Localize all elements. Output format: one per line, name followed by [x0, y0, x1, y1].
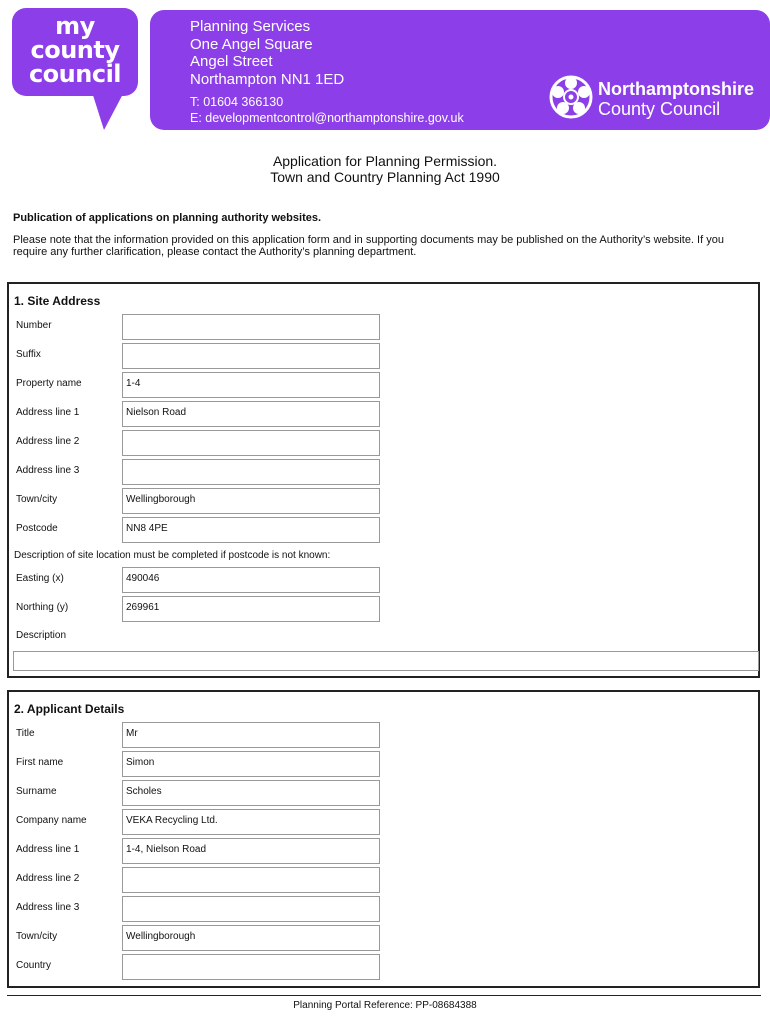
title-line-1: Application for Planning Permission.: [272, 153, 498, 169]
field-label: Address line 1: [16, 844, 80, 855]
form-row: [9, 343, 758, 369]
town-city-field[interactable]: Wellingborough: [122, 925, 380, 951]
form-row: [9, 517, 758, 543]
form-row: [9, 314, 758, 340]
surname-field[interactable]: Scholes: [122, 780, 380, 806]
office-address: [190, 18, 464, 126]
field-label: Country: [16, 960, 52, 971]
form-row: [9, 459, 758, 485]
northing-field[interactable]: 269961: [122, 596, 380, 622]
address-line-3-field[interactable]: [122, 459, 380, 485]
suffix-field[interactable]: [122, 343, 380, 369]
form-row: [9, 722, 758, 748]
field-label: Northing (y): [16, 602, 69, 613]
postcode-field[interactable]: NN8 4PE: [122, 517, 380, 543]
country-field[interactable]: [122, 954, 380, 980]
field-label: Suffix: [16, 349, 41, 360]
easting-field[interactable]: 490046: [122, 567, 380, 593]
field-label: First name: [16, 757, 64, 768]
field-label: Postcode: [16, 523, 58, 534]
logo-line-2: county: [30, 36, 120, 64]
council-name-line-1: Northamptonshire: [598, 79, 755, 99]
address-line: Planning Services: [190, 18, 311, 35]
address-line-3-field[interactable]: [122, 896, 380, 922]
page-title: [0, 153, 770, 185]
field-label: Easting (x): [16, 573, 64, 584]
form-row: [9, 780, 758, 806]
field-label: Address line 2: [16, 873, 80, 884]
form-row: [9, 896, 758, 922]
address-line: Northampton NN1 1ED: [190, 70, 345, 88]
field-label: Property name: [16, 378, 82, 389]
address-line-2-field[interactable]: [122, 430, 380, 456]
field-label: Address line 3: [16, 465, 80, 476]
field-label: Town/city: [16, 494, 58, 505]
footer-divider: [7, 995, 761, 996]
rose-emblem-icon: [548, 74, 594, 120]
title-field[interactable]: Mr: [122, 722, 380, 748]
address-line-1-field[interactable]: Nielson Road: [122, 401, 380, 427]
form-row: [9, 925, 758, 951]
form-row: [9, 430, 758, 456]
logo-line-1: my: [55, 12, 95, 40]
location-note: Description of site location must be completed if postcode is not known:: [14, 550, 331, 561]
title-line-2: Town and Country Planning Act 1990: [270, 169, 500, 185]
company-name-field[interactable]: VEKA Recycling Ltd.: [122, 809, 380, 835]
field-label: Company name: [16, 815, 87, 826]
field-label: Surname: [16, 786, 57, 797]
email: E: developmentcontrol@northamptonshire.gov.uk: [190, 111, 464, 125]
applicant-details-section: [7, 690, 760, 988]
form-row: [9, 867, 758, 893]
site-address-section: [7, 282, 760, 678]
council-name-line-2: County Council: [598, 99, 721, 119]
town-city-field[interactable]: Wellingborough: [122, 488, 380, 514]
field-label: Address line 1: [16, 407, 80, 418]
address-line-1-field[interactable]: 1-4, Nielson Road: [122, 838, 380, 864]
form-row: [9, 401, 758, 427]
logo-line-3: council: [28, 60, 122, 88]
form-row: [9, 488, 758, 514]
address-line-2-field[interactable]: [122, 867, 380, 893]
number-field[interactable]: [122, 314, 380, 340]
field-label: Address line 2: [16, 436, 80, 447]
field-label: Town/city: [16, 931, 58, 942]
address-line: One Angel Square: [190, 35, 313, 53]
form-row: [9, 954, 758, 980]
section-heading: 1. Site Address: [14, 294, 101, 308]
first-name-field[interactable]: Simon: [122, 751, 380, 777]
field-label: Address line 3: [16, 902, 80, 913]
field-label: Number: [16, 320, 52, 331]
description-label: Description: [16, 630, 67, 641]
publication-heading: Publication of applications on planning authority websites.: [13, 212, 322, 224]
portal-reference: Planning Portal Reference: PP-08684388: [293, 1000, 477, 1011]
property-name-field[interactable]: 1-4: [122, 372, 380, 398]
form-row: [9, 596, 758, 622]
header-banner: [150, 10, 770, 130]
field-label: Title: [16, 728, 35, 739]
publication-notice: Please note that the information provided on this application form and in supporting documents may be published on the Authority’s website. If you require any further clarification, please contact the Authority’s planning department.: [13, 234, 724, 258]
speech-bubble-tail: [92, 92, 124, 130]
form-row: [9, 838, 758, 864]
form-row: [9, 809, 758, 835]
description-field[interactable]: [13, 651, 759, 671]
my-county-council-logo: [12, 8, 138, 96]
telephone: T: 01604 366130: [190, 95, 284, 109]
address-line: Angel Street: [190, 53, 273, 70]
form-row: [9, 372, 758, 398]
form-row: [9, 751, 758, 777]
section-heading: 2. Applicant Details: [14, 702, 125, 716]
form-row: [9, 567, 758, 593]
